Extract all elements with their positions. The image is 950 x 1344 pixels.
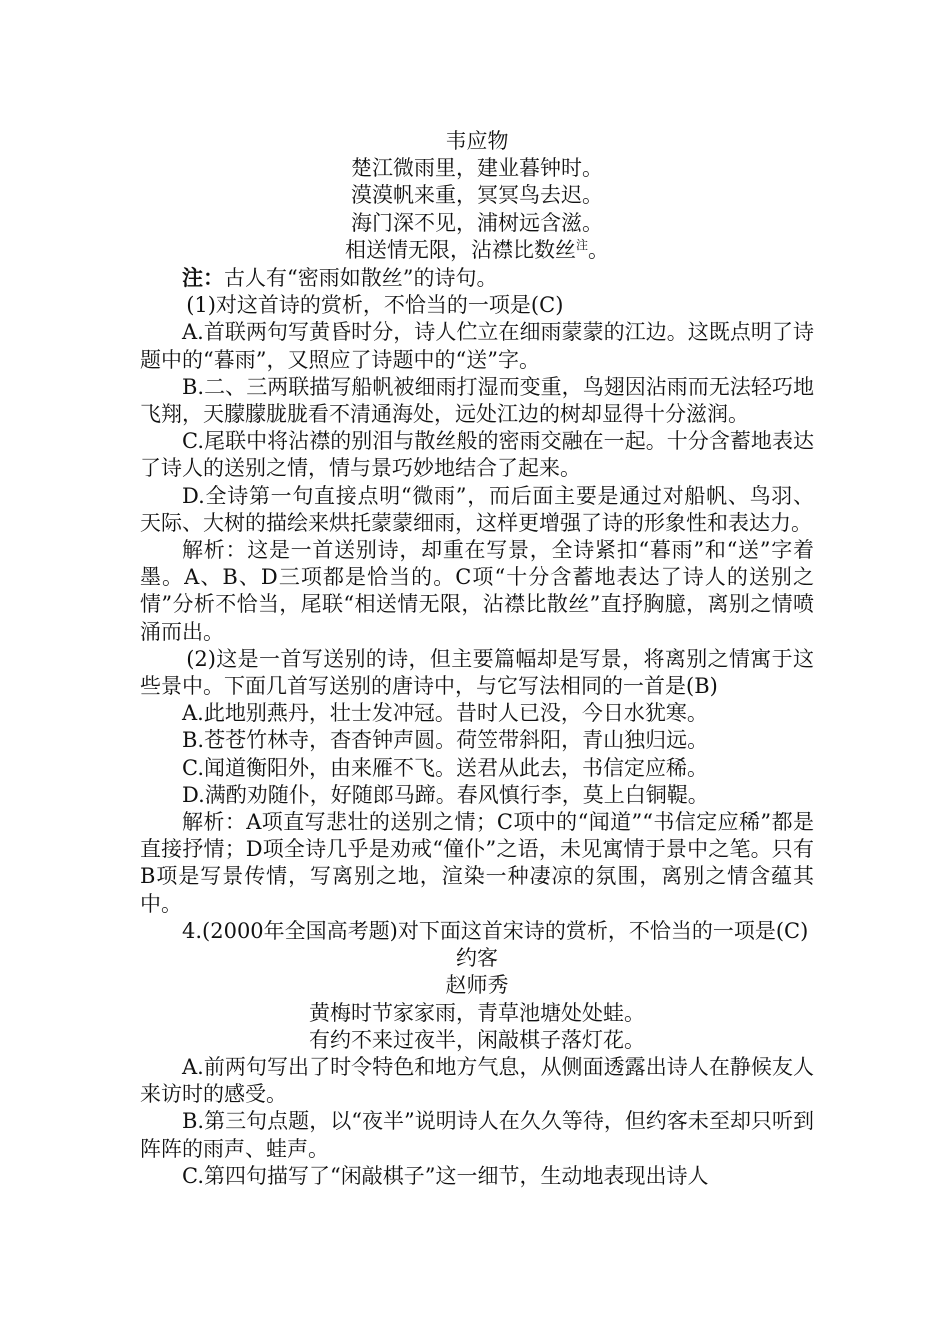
poem1-line-4-end: 。 <box>588 237 609 262</box>
q2-stem: (2)这是一首写送别的诗，但主要篇幅却是写景，将离别之情寓于这些景中。下面几首写送别的唐诗中，与它写法相同的一首是(B) <box>140 646 814 699</box>
poem1-line-3: 海门深不见，浦树远含滋。 <box>351 210 603 235</box>
poem1-note <box>140 264 814 292</box>
q1-option-d: D.全诗第一句直接点明“微雨”，而后面主要是通过对船帆、鸟羽、天际、大树的描绘来烘托蒙蒙细雨，这样更增强了诗的形象性和表达力。 <box>140 483 814 535</box>
poem2-line-2: 有约不来过夜半，闲敲棋子落灯花。 <box>309 1027 645 1052</box>
q1-stem: (1)对这首诗的赏析，不恰当的一项是(C) <box>186 293 564 318</box>
q2-analysis: 解析：A项直写悲壮的送别之情；C项中的“闻道”“书信定应稀”都是直接抒情；D项全诗几乎是劝戒“僮仆”之语，未见寓情于景中之笔。只有B项是写景传情，写离别之地，渲染一种凄凉的氛围，离别之情含蕴其中。 <box>140 810 814 916</box>
poem1-line-4: 相送情无限，沾襟比数丝 <box>344 237 576 262</box>
note-text: 古人有“密雨如散丝”的诗句。 <box>224 266 498 291</box>
poem1-line-1: 楚江微雨里，建业暮钟时。 <box>351 156 603 181</box>
q1-option-a: A.首联两句写黄昏时分，诗人伫立在细雨蒙蒙的江边。这既点明了诗题中的“暮雨”，又照应了诗题中的“送”字。 <box>140 320 814 372</box>
poem1-note-marker: 注 <box>575 237 588 252</box>
q4-option-c: C.第四句描写了“闲敲棋子”这一细节，生动地表现出诗人 <box>182 1163 709 1188</box>
q2-option-d: D.满酌劝随仆，好随郎马蹄。春风慎行李，莫上白铜鞮。 <box>182 782 709 807</box>
poem1-line-2: 漠漠帆来重，冥冥鸟去迟。 <box>351 183 603 208</box>
q4-stem: 4.(2000年全国高考题)对下面这首宋诗的赏析，不恰当的一项是(C) <box>182 918 809 943</box>
poem1-author: 韦应物 <box>445 129 509 153</box>
poem1-line-4-wrapper <box>140 237 814 264</box>
poem2-line-1: 黄梅时节家家雨，青草池塘处处蛙。 <box>309 1000 645 1025</box>
q2-option-a: A.此地别燕丹，壮士发冲冠。昔时人已没，今日水犹寒。 <box>182 701 708 726</box>
q4-option-a: A.前两句写出了时令特色和地方气息，从侧面透露出诗人在静候友人来访时的感受。 <box>140 1054 814 1107</box>
q1-option-c: C.尾联中将沾襟的别泪与散丝般的密雨交融在一起。十分含蓄地表达了诗人的送别之情，情与景巧妙地结合了起来。 <box>140 429 814 481</box>
note-label: 注： <box>182 265 224 291</box>
poem2-author: 赵师秀 <box>445 973 509 998</box>
q2-option-b: B.苍苍竹林寺，杳杳钟声圆。荷笠带斜阳，青山独归远。 <box>182 728 709 753</box>
poem2-title: 约客 <box>456 946 498 971</box>
q4-option-b: B.第三句点题，以“夜半”说明诗人在久久等待，但约客未至却只听到阵阵的雨声、蛙声。 <box>140 1109 814 1161</box>
q1-option-b: B.二、三两联描写船帆被细雨打湿而变重，鸟翅因沾雨而无法轻巧地飞翔，天朦朦胧胧看不清通海处，远处江边的树却显得十分滋润。 <box>140 374 814 427</box>
q1-analysis: 解析：这是一首送别诗，却重在写景，全诗紧扣“暮雨”和“送”字着墨。A、B、D三项都是恰当的。C项“十分含蓄地表达了诗人的送别之情”分析不恰当，尾联“相送情无限，沾襟比散丝”直抒胸臆，离别之情喷涌而出。 <box>140 538 814 644</box>
document-page <box>140 128 814 1190</box>
q2-option-c: C.闻道衡阳外，由来雁不飞。送君从此去，书信定应稀。 <box>182 755 708 780</box>
